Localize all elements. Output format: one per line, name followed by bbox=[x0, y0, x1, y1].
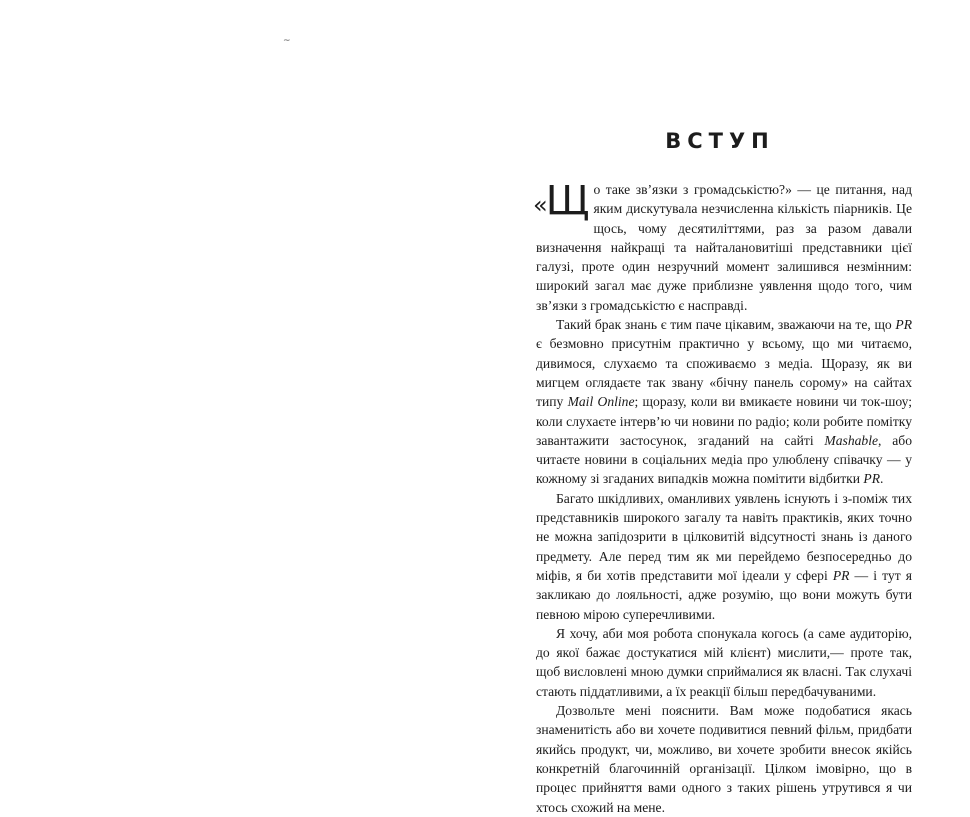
paragraph-2-em-2: Mail Online bbox=[567, 394, 635, 410]
paragraph-2-em-3: Mashable bbox=[824, 432, 879, 448]
paragraph-2-part-4: , або читаєте новини в соціальних медіа про улюблену співачку — у кожному зі згаданих випадків можна помітити відбитки bbox=[536, 432, 913, 487]
opening-quote: « bbox=[533, 191, 546, 219]
chapter-title: ВСТУП bbox=[665, 129, 775, 153]
paragraph-1-text: о таке зв’язки з громадськістю?» — це питання, над яким дискутувала незчисленна кількість піарників. Це щось, чому десятиліттями, раз за разом давали визначення найкращі та найталановитіші представники цієї галузі, проте один незручний момент залишився незмінним: широкий загал має дуже приблизне уявлення щодо того, чим зв’язки з громадськістю є насправді. bbox=[536, 182, 912, 313]
paragraph-3-part-2: — і тут я закликаю до лояльності, адже розумію, що вони можуть бути певною мірою суперечливими. bbox=[536, 567, 913, 622]
paragraph-5: Дозвольте мені пояснити. Вам може подобатися якась знаменитість або ви хочете подивитися певний фільм, придбати якийсь продукт, чи, можливо, ви хочете зробити внесок якійсь конкретній благочинній організації. Цілком імовірно, що в процес прийняття вами одного з таких рішень утрутився я чи хтось схожий на мене. bbox=[536, 703, 912, 815]
body-text bbox=[533, 178, 913, 817]
paragraph-4: Я хочу, аби моя робота спонукала когось (а саме аудиторію, до якої бажає достукатися мій клієнт) мислити,— проте так, щоб висловлені мною думки сприймалися як власні. Так слухачі стають піддатливими, а їх реакції більш передбачуваними. bbox=[536, 625, 912, 699]
paragraph-3-em-1: PR bbox=[832, 567, 850, 583]
drop-cap bbox=[533, 178, 590, 224]
paragraph-2-part-1: Такий брак знань є тим паче цікавим, зважаючи на те, що bbox=[556, 317, 896, 333]
paragraph-3 bbox=[536, 489, 912, 624]
paragraph-2-em-1: PR bbox=[895, 317, 912, 333]
paragraph-2-part-5: . bbox=[880, 471, 884, 487]
paragraph-3-part-1: Багато шкідливих, оманливих уявлень існують і з-поміж тих представників широкого загалу та навіть практиків, яких точно не можна запідозрити в цілковитій відсутності знань із даного предмету. Але перед тим як ми перейдемо безпосередньо до міфів, я би хотів представити мої ідеали у сфері bbox=[536, 490, 912, 583]
paragraph-1 bbox=[533, 178, 912, 315]
page-mark: ~ bbox=[283, 36, 291, 46]
paragraph-2 bbox=[536, 315, 912, 489]
paragraph-2-em-4: PR bbox=[863, 471, 881, 487]
paragraph-2-part-2: є безмовно присутнім практично у всьому, що ми читаємо, дивимося, слухаємо та споживаємо з медіа. Щоразу, як ви мигцем оглядаєте так звану «бічну панель сорому» на сайтах типу bbox=[536, 336, 912, 410]
paragraph-2-part-3: ; щоразу, коли ви вмикаєте новини чи ток-шоу; коли слухаєте інтерв’ю чи новини по радіо; коли робите помітку завантажити застосунок, згаданий на сайті bbox=[536, 394, 913, 448]
drop-cap-letter: Щ bbox=[545, 178, 590, 224]
